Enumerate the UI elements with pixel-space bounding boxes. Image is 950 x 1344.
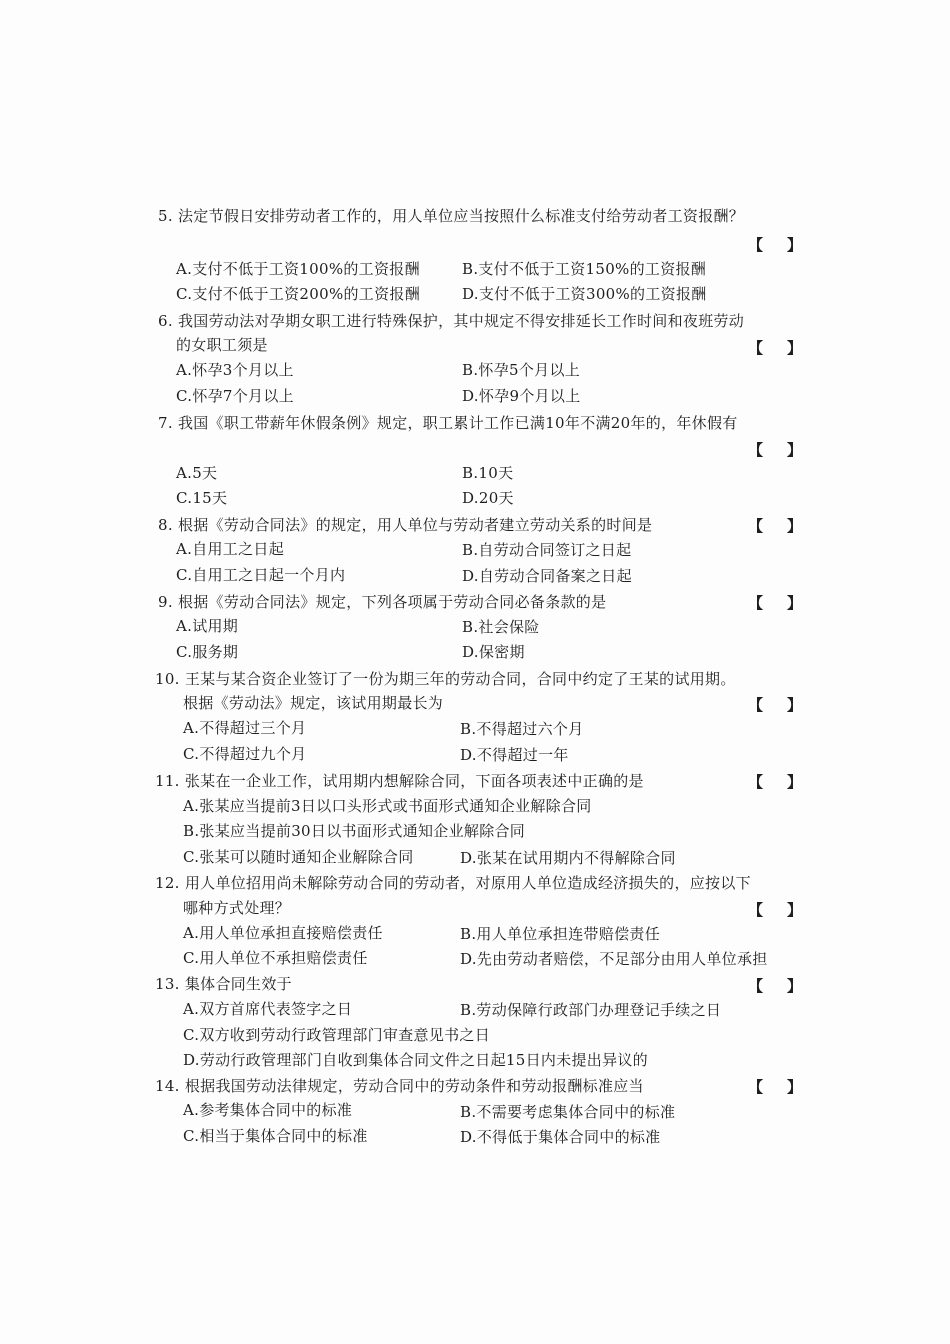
question-6-stem-cont: 的女职工须是 — [176, 336, 268, 354]
question-5-option-c: C.支付不低于工资200%的工资报酬 — [176, 285, 420, 303]
question-9-answer-bracket: 【 】 — [748, 594, 802, 612]
question-12-option-c: C.用人单位不承担赔偿责任 — [183, 949, 368, 967]
question-6-stem: 6. 我国劳动法对孕期女职工进行特殊保护，其中规定不得安排延长工作时间和夜班劳动 — [158, 312, 745, 330]
question-10-stem-cont: 根据《劳动法》规定，该试用期最长为 — [183, 694, 444, 712]
question-7-option-b: B.10天 — [462, 464, 514, 482]
question-14-option-b: B.不需要考虑集体合同中的标准 — [460, 1103, 676, 1121]
question-5-option-d: D.支付不低于工资300%的工资报酬 — [462, 285, 707, 303]
question-8-option-d: D.自劳动合同备案之日起 — [462, 567, 632, 585]
question-5-option-a: A.支付不低于工资100%的工资报酬 — [176, 260, 420, 278]
question-11-stem: 11. 张某在一企业工作，试用期内想解除合同，下面各项表述中正确的是 — [155, 772, 644, 790]
question-13-answer-bracket: 【 】 — [748, 977, 802, 995]
question-14-option-c: C.相当于集体合同中的标准 — [183, 1127, 368, 1145]
question-11-option-d: D.张某在试用期内不得解除合同 — [460, 849, 676, 867]
question-14-option-a: A.参考集体合同中的标准 — [183, 1101, 353, 1119]
question-14-option-d: D.不得低于集体合同中的标准 — [460, 1128, 661, 1146]
question-11-option-a: A.张某应当提前3日以口头形式或书面形式通知企业解除合同 — [183, 797, 592, 815]
question-8-stem: 8. 根据《劳动合同法》的规定，用人单位与劳动者建立劳动关系的时间是 — [158, 516, 653, 534]
question-9-option-d: D.保密期 — [462, 643, 525, 661]
question-8-answer-bracket: 【 】 — [748, 517, 802, 535]
question-13-option-b: B.劳动保障行政部门办理登记手续之日 — [460, 1001, 722, 1019]
question-8-option-b: B.自劳动合同签订之日起 — [462, 541, 632, 559]
question-11-answer-bracket: 【 】 — [748, 773, 802, 791]
question-9-option-a: A.试用期 — [176, 617, 239, 635]
question-6-option-a: A.怀孕3个月以上 — [176, 361, 294, 379]
question-10-option-d: D.不得超过一年 — [460, 746, 569, 764]
question-12-option-b: B.用人单位承担连带赔偿责任 — [460, 925, 661, 943]
question-6-answer-bracket: 【 】 — [748, 339, 802, 357]
question-11-option-b: B.张某应当提前30日以书面形式通知企业解除合同 — [183, 822, 526, 840]
question-5-option-b: B.支付不低于工资150%的工资报酬 — [462, 260, 707, 278]
question-8-option-a: A.自用工之日起 — [176, 540, 285, 558]
question-12-option-a: A.用人单位承担直接赔偿责任 — [183, 924, 383, 942]
question-12-stem: 12. 用人单位招用尚未解除劳动合同的劳动者，对原用人单位造成经济损失的，应按以下 — [155, 874, 751, 892]
question-8-option-c: C.自用工之日起一个月内 — [176, 566, 346, 584]
question-14-answer-bracket: 【 】 — [748, 1078, 802, 1096]
question-13-option-c: C.双方收到劳动行政管理部门审查意见书之日 — [183, 1026, 491, 1044]
question-10-option-b: B.不得超过六个月 — [460, 720, 584, 738]
question-7-option-c: C.15天 — [176, 489, 228, 507]
question-13-option-d: D.劳动行政管理部门自收到集体合同文件之日起15日内未提出异议的 — [183, 1051, 648, 1069]
question-13-stem: 13. 集体合同生效于 — [155, 975, 292, 993]
question-7-answer-bracket: 【 】 — [748, 441, 802, 459]
question-13-option-a: A.双方首席代表签字之日 — [183, 1000, 353, 1018]
question-6-option-d: D.怀孕9个月以上 — [462, 387, 581, 405]
question-12-answer-bracket: 【 】 — [748, 901, 802, 919]
question-7-option-a: A.5天 — [176, 464, 218, 482]
question-10-stem: 10. 王某与某合资企业签订了一份为期三年的劳动合同，合同中约定了王某的试用期。 — [155, 670, 736, 688]
question-10-answer-bracket: 【 】 — [748, 696, 802, 714]
question-11-option-c: C.张某可以随时通知企业解除合同 — [183, 848, 414, 866]
question-6-option-b: B.怀孕5个月以上 — [462, 361, 581, 379]
question-7-stem: 7. 我国《职工带薪年休假条例》规定，职工累计工作已满10年不满20年的，年休假有 — [158, 414, 738, 432]
question-10-option-c: C.不得超过九个月 — [183, 745, 307, 763]
question-5-answer-bracket: 【 】 — [748, 236, 802, 254]
question-12-option-d: D.先由劳动者赔偿，不足部分由用人单位承担 — [460, 950, 768, 968]
question-6-option-c: C.怀孕7个月以上 — [176, 387, 294, 405]
question-10-option-a: A.不得超过三个月 — [183, 719, 307, 737]
question-5-stem: 5. 法定节假日安排劳动者工作的，用人单位应当按照什么标准支付给劳动者工资报酬？ — [158, 207, 745, 225]
question-7-option-d: D.20天 — [462, 489, 514, 507]
question-14-stem: 14. 根据我国劳动法律规定，劳动合同中的劳动条件和劳动报酬标准应当 — [155, 1077, 644, 1095]
question-9-option-b: B.社会保险 — [462, 618, 540, 636]
question-12-stem-cont: 哪种方式处理？ — [183, 899, 291, 917]
question-9-option-c: C.服务期 — [176, 643, 239, 661]
question-9-stem: 9. 根据《劳动合同法》规定，下列各项属于劳动合同必备条款的是 — [158, 593, 607, 611]
